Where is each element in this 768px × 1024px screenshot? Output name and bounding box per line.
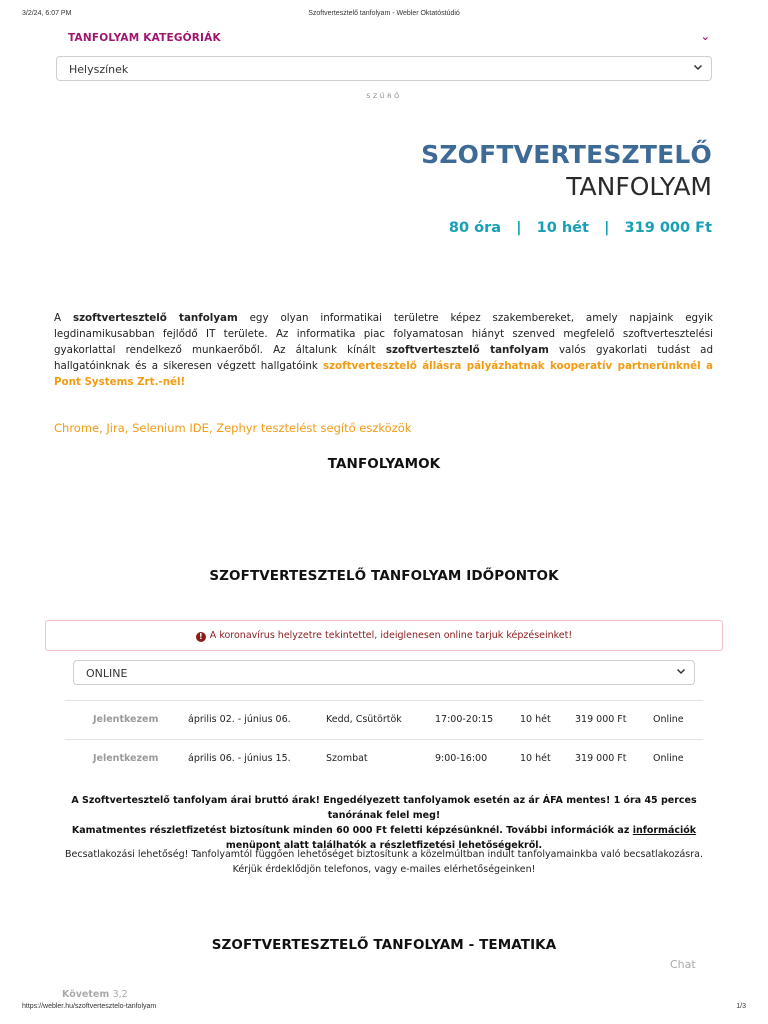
chevron-down-icon <box>693 62 703 72</box>
course-categories-toggle[interactable] <box>56 30 712 48</box>
tools-line: Chrome, Jira, Selenium IDE, Zephyr tesztelést segítő eszközök <box>54 421 412 435</box>
schedule-length: 10 hét <box>520 753 551 764</box>
print-date: 3/2/24, 6:07 PM <box>22 10 72 17</box>
price-note-text: menüpont alatt találhatók a részletfizetési lehetőségekről. <box>225 840 543 851</box>
course-dates-heading: SZOFTVERTESZTELŐ TANFOLYAM IDŐPONTOK <box>209 568 559 584</box>
schedule-time: 9:00-16:00 <box>435 753 488 764</box>
covid-alert <box>45 620 723 651</box>
price-note-text: A Szoftvertesztelő tanfolyam árai bruttó árak! Engedélyezett tanfolyamok esetén az ár ÁFA mentes! 1 óra 45 perces tanórának felel meg! <box>71 795 697 821</box>
intro-paragraph <box>54 310 713 390</box>
intro-text: valós gyakorlati tudást ad hallgatóinknak és a sikeresen végzett hallgatóink <box>54 344 713 372</box>
exclamation-icon: ! <box>196 632 206 642</box>
follow-label: Követem <box>62 989 110 1000</box>
page-title-line-1: SZOFTVERTESZTELŐ <box>421 140 712 169</box>
page-title-line-2: TANFOLYAM <box>566 172 712 201</box>
partner-highlight: szoftvertesztelő állásra pályázhatnak kooperatív partnerünknél a Pont Systems Zrt.-nél! <box>54 360 713 388</box>
info-link[interactable]: információk <box>632 825 697 836</box>
courses-heading: TANFOLYAMOK <box>327 456 441 472</box>
schedule-row <box>65 739 703 777</box>
schedule-days: Szombat <box>326 753 368 764</box>
chevron-down-icon <box>676 666 686 676</box>
schedule-mode: Online <box>653 714 684 725</box>
schedule-time: 17:00-20:15 <box>435 714 494 725</box>
chevron-down-icon: ⌄ <box>700 30 710 43</box>
chat-button[interactable]: Chat <box>670 958 696 971</box>
course-categories-title: TANFOLYAM KATEGÓRIÁK <box>68 32 221 44</box>
schedule-price: 319 000 Ft <box>575 714 627 725</box>
intro-text: egy olyan informatikai területre képez szakembereket, amely napjaink egyik legdinamikusabban fejlődő IT területe. Az informatika piac folyamatosan hiányt szenved megfelelő szoftvertesztelési gyakorlattal rendelkező munkaerőből. Az általunk kínált <box>54 312 713 356</box>
location-select-value: Helyszínek <box>69 63 129 76</box>
print-page-title: Szoftvertesztelő tanfolyam - Webler Oktatóstúdió <box>308 10 460 17</box>
schedule-mode: Online <box>653 753 684 764</box>
schedule-dates: április 02. - június 06. <box>188 714 291 725</box>
follow-value: 3,2 <box>112 989 128 1000</box>
schedule-days: Kedd, Csütörtök <box>326 714 402 725</box>
apply-button[interactable]: Jelentkezem <box>93 714 159 725</box>
mode-select-value: ONLINE <box>86 667 128 680</box>
intro-highlight: szoftvertesztelő tanfolyam <box>385 344 549 356</box>
apply-button[interactable]: Jelentkezem <box>93 753 159 764</box>
schedule-length: 10 hét <box>520 714 551 725</box>
price-note <box>54 793 714 853</box>
schedule-price: 319 000 Ft <box>575 753 627 764</box>
schedule-dates: április 06. - június 15. <box>188 753 291 764</box>
course-summary: 80 óra | 10 hét | 319 000 Ft <box>448 220 712 236</box>
alert-text: A koronavírus helyzetre tekintettel, ideiglenesen online tarjuk képzéseinket! <box>209 630 573 641</box>
print-page-number: 1/3 <box>736 1003 746 1010</box>
location-select[interactable] <box>56 56 712 81</box>
filter-button[interactable]: SZŰRŐ <box>366 92 402 100</box>
intro-highlight: szoftvertesztelő tanfolyam <box>72 312 238 324</box>
mode-select[interactable] <box>73 660 695 685</box>
price-note-text: Kamatmentes részletfizetést biztosítunk minden 60 000 Ft feletti képzésünknél. További információk az <box>71 825 633 836</box>
join-note: Becsatlakozási lehetőség! Tanfolyamtól függően lehetőséget biztosítunk a közelmúltban indult tanfolyamainkba való becsatlakozásra. Kérjük érdeklődjön telefonos, vagy e-mailes elérhetőségeinken! <box>64 849 703 875</box>
syllabus-heading: SZOFTVERTESZTELŐ TANFOLYAM - TEMATIKA <box>211 937 557 953</box>
print-url: https://webler.hu/szoftvertesztelo-tanfolyam <box>22 1003 157 1010</box>
schedule-row <box>65 700 703 738</box>
follow-widget[interactable] <box>62 989 128 1000</box>
print-header <box>22 10 746 22</box>
intro-text: A <box>54 312 73 324</box>
